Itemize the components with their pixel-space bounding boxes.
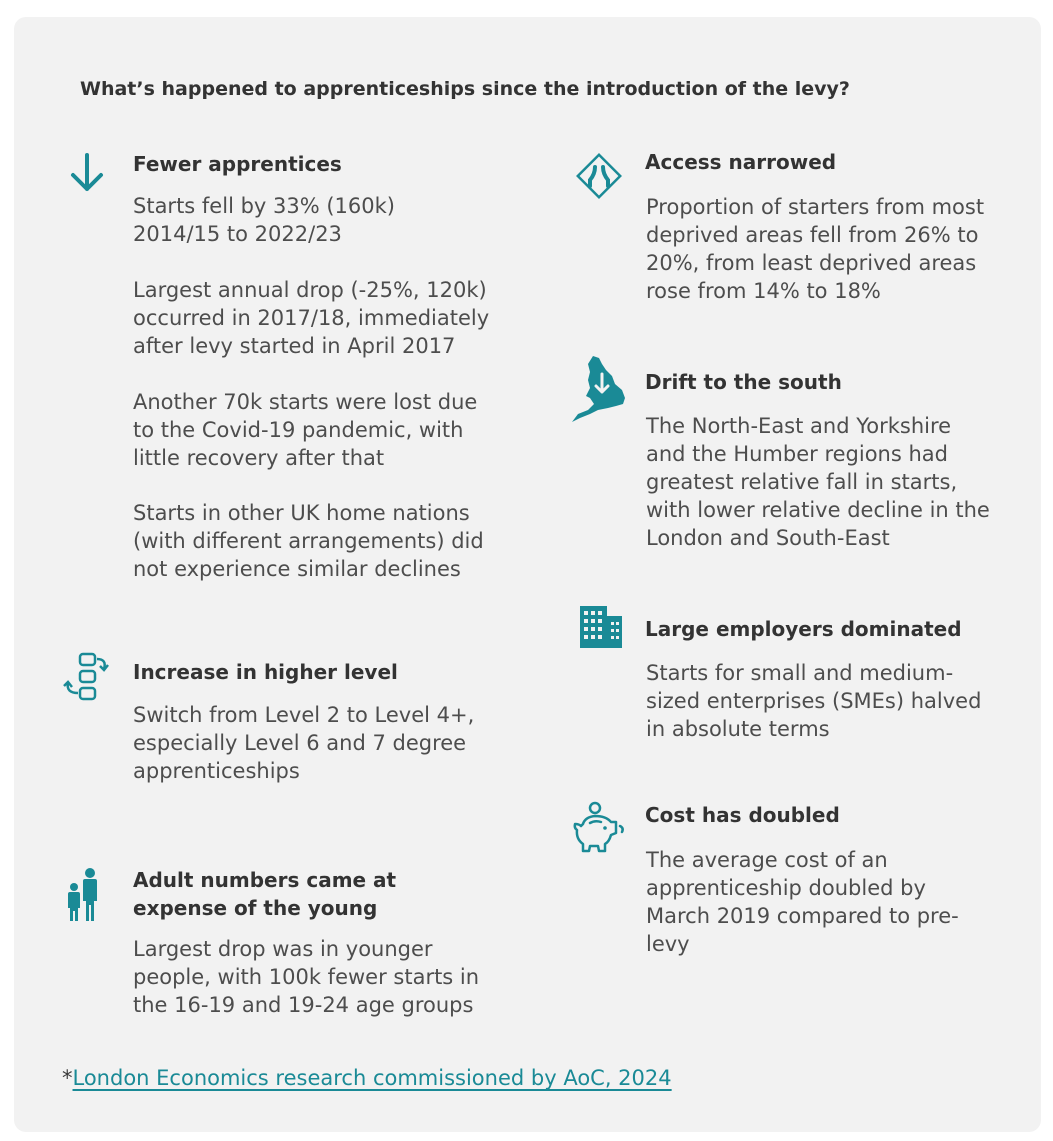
source-footnote: [62, 1066, 672, 1090]
text-line: Largest annual drop (-25%, 120k): [133, 278, 487, 302]
footnote-asterisk: *: [62, 1066, 73, 1090]
heading-line: Increase in higher level: [133, 660, 398, 684]
text-line: with lower relative decline in the: [646, 498, 990, 522]
text-line: people, with 100k fewer starts in: [133, 965, 480, 989]
text-line: deprived areas fell from 26% to: [646, 223, 979, 247]
text-line: to the Covid-19 pandemic, with: [133, 418, 464, 442]
text-line: London and South-East: [646, 526, 890, 550]
heading-line: Fewer apprentices: [133, 152, 342, 176]
heading-line: Cost has doubled: [645, 803, 840, 827]
text-line: Starts in other UK home nations: [133, 501, 470, 525]
heading-adult-numbers: [133, 866, 396, 922]
level-switch-icon: [60, 651, 112, 703]
large-paragraph: [646, 659, 981, 743]
drift-paragraph: [646, 412, 990, 552]
heading-large-employers: [645, 615, 962, 643]
down-arrow-icon: [68, 152, 106, 194]
text-line: in absolute terms: [646, 717, 830, 741]
text-line: Proportion of starters from most: [646, 195, 985, 219]
text-line: Starts fell by 33% (160k): [133, 194, 395, 218]
heading-drift-south: [645, 368, 842, 396]
text-line: rose from 14% to 18%: [646, 279, 881, 303]
heading-line: Drift to the south: [645, 370, 842, 394]
text-line: not experience similar declines: [133, 557, 461, 581]
heading-line: Large employers dominated: [645, 617, 962, 641]
text-line: apprenticeship doubled by: [646, 876, 926, 900]
piggy-bank-icon: [571, 800, 627, 858]
text-line: 20%, from least deprived areas: [646, 251, 977, 275]
adult-child-icon: [66, 867, 102, 923]
text-line: The average cost of an: [646, 848, 888, 872]
page-title: What’s happened to apprenticeships since the introduction of the levy?: [80, 78, 850, 100]
text-line: The North-East and Yorkshire: [646, 414, 952, 438]
heading-cost-doubled: [645, 801, 840, 829]
text-line: sized enterprises (SMEs) halved: [646, 689, 982, 713]
heading-increase-higher-level: [133, 658, 398, 686]
text-line: occurred in 2017/18, immediately: [133, 306, 490, 330]
adult-paragraph: [133, 935, 479, 1019]
text-line: Switch from Level 2 to Level 4+,: [133, 703, 475, 727]
fewer-paragraph-3: [133, 388, 477, 472]
text-line: Starts for small and medium-: [646, 661, 954, 685]
office-building-icon: [580, 606, 622, 648]
text-line: greatest relative fall in starts,: [646, 470, 958, 494]
text-line: March 2019 compared to pre-: [646, 904, 959, 928]
heading-line: expense of the young: [133, 896, 378, 920]
heading-line: Adult numbers came at: [133, 868, 397, 892]
fewer-paragraph-2: [133, 276, 489, 360]
higher-paragraph: [133, 701, 474, 785]
heading-line: Access narrowed: [645, 150, 837, 174]
text-line: and the Humber regions had: [646, 442, 948, 466]
text-line: Largest drop was in younger: [133, 937, 433, 961]
heading-access-narrowed: [645, 148, 836, 176]
text-line: little recovery after that: [133, 446, 385, 470]
access-paragraph: [646, 193, 984, 305]
cost-paragraph: [646, 846, 959, 958]
text-line: levy: [646, 932, 690, 956]
fewer-paragraph-4: [133, 499, 484, 583]
text-line: Another 70k starts were lost due: [133, 390, 478, 414]
text-line: the 16-19 and 19-24 age groups: [133, 993, 474, 1017]
road-narrows-icon: [573, 150, 625, 202]
text-line: 2014/15 to 2022/23: [133, 222, 342, 246]
text-line: especially Level 6 and 7 degree: [133, 731, 467, 755]
text-line: after levy started in April 2017: [133, 334, 456, 358]
text-line: (with different arrangements) did: [133, 529, 484, 553]
source-link[interactable]: London Economics research commissioned by AoC, 2024: [72, 1066, 672, 1090]
heading-fewer-apprentices: [133, 150, 342, 178]
england-map-icon: [568, 354, 632, 424]
fewer-paragraph-1: [133, 192, 395, 248]
text-line: apprenticeships: [133, 759, 300, 783]
